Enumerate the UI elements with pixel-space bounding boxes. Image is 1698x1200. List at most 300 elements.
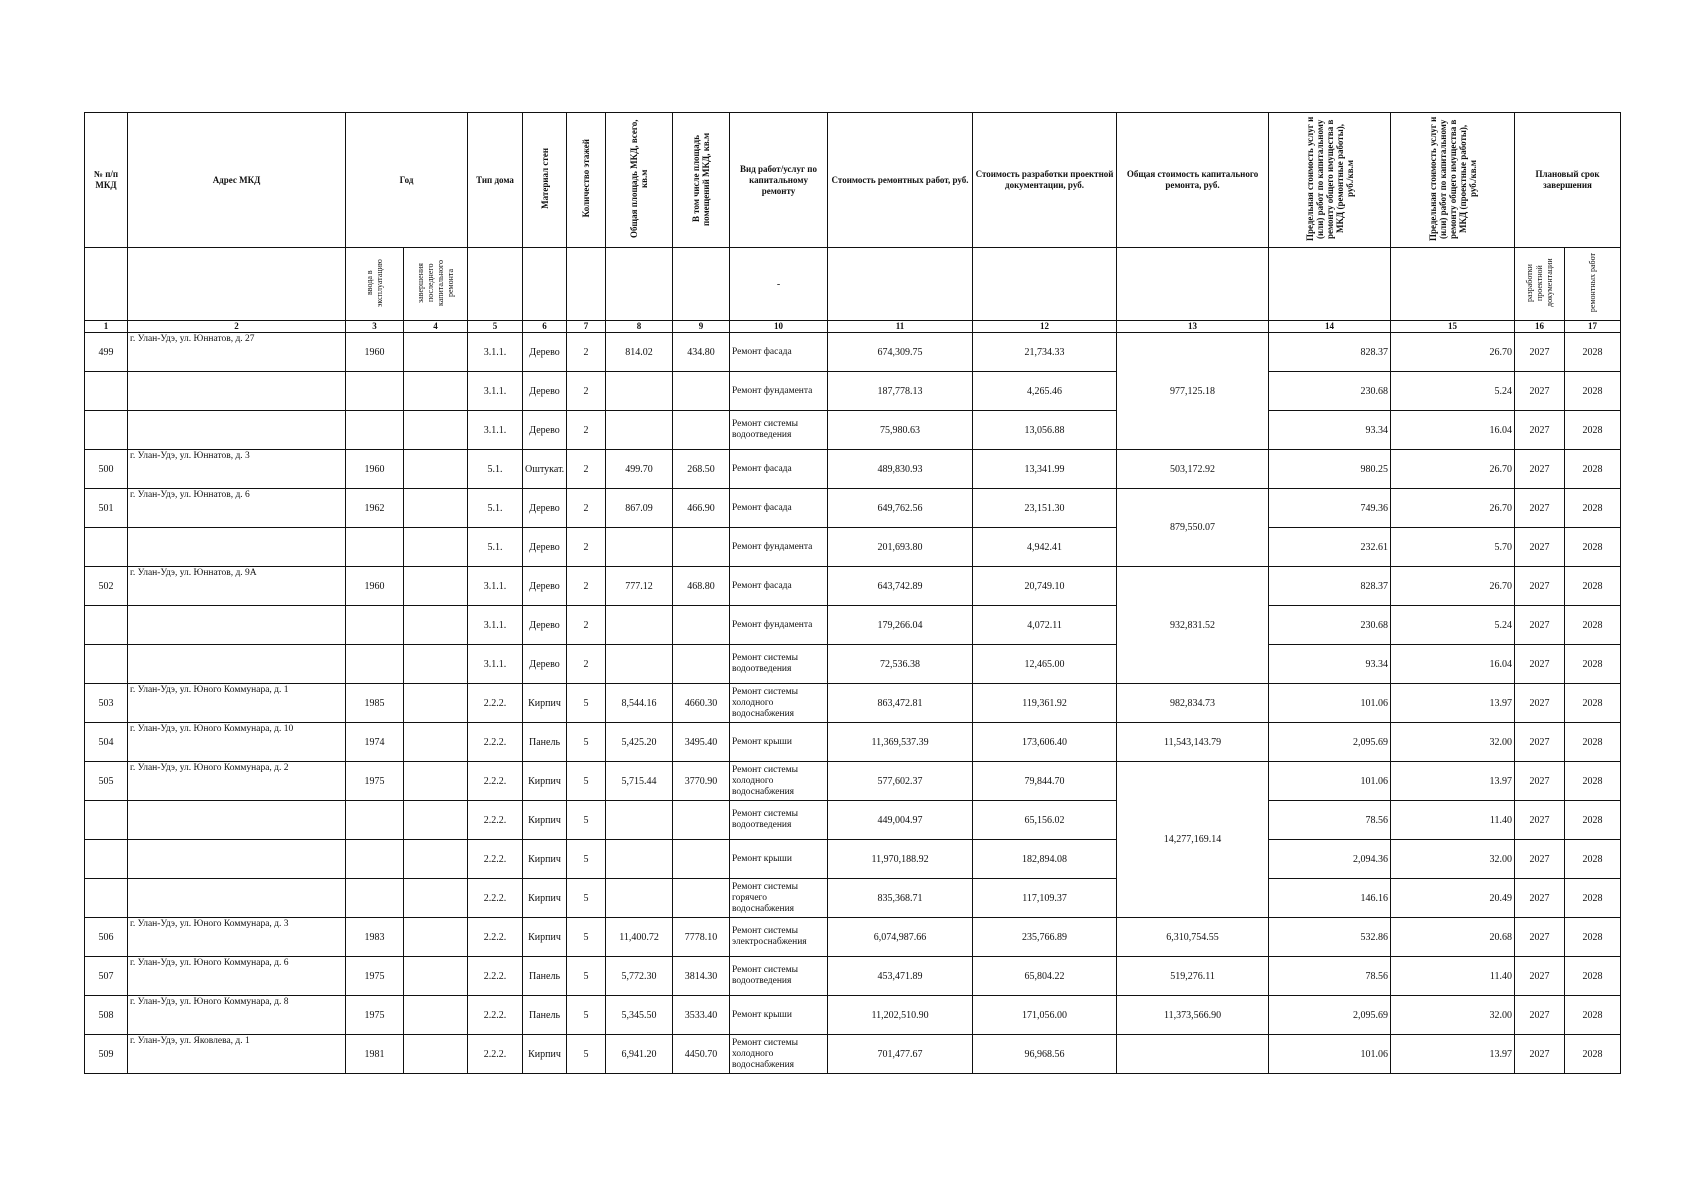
table-row — [85, 606, 1621, 645]
table-row — [85, 957, 1621, 996]
table-row — [85, 411, 1621, 450]
row-design-cost: 171,056.00 — [973, 996, 1117, 1035]
row-premises-area — [673, 411, 730, 450]
row-address — [128, 528, 346, 567]
row-limit-repair: 78.56 — [1269, 801, 1391, 840]
row-total-area: 5,425.20 — [606, 723, 673, 762]
row-deadline-design: 2027 — [1515, 918, 1565, 957]
row-house-type: 2.2.2. — [468, 684, 523, 723]
row-year-last-repair — [404, 489, 468, 528]
subheader-empty — [1117, 248, 1269, 321]
row-premises-area — [673, 372, 730, 411]
row-year-commission: 1981 — [346, 1035, 404, 1074]
header-total-cost: Общая стоимость капитального ремонта, руб. — [1117, 113, 1269, 248]
row-wall-material: Кирпич — [523, 801, 567, 840]
row-year-last-repair — [404, 879, 468, 918]
row-work-type: Ремонт фасада — [730, 450, 828, 489]
row-year-commission: 1962 — [346, 489, 404, 528]
row-year-last-repair — [404, 918, 468, 957]
row-floors: 2 — [567, 489, 606, 528]
row-house-type: 2.2.2. — [468, 879, 523, 918]
row-premises-area — [673, 528, 730, 567]
row-number: 503 — [85, 684, 128, 723]
row-wall-material: Дерево — [523, 333, 567, 372]
row-year-commission: 1985 — [346, 684, 404, 723]
row-work-type: Ремонт фасада — [730, 333, 828, 372]
row-work-type: Ремонт системы горячего водоснабжения — [730, 879, 828, 918]
row-work-type: Ремонт крыши — [730, 723, 828, 762]
row-address — [128, 801, 346, 840]
table-row — [85, 723, 1621, 762]
row-total-area: 777.12 — [606, 567, 673, 606]
row-address: г. Улан-Удэ, ул. Юного Коммунара, д. 6 — [128, 957, 346, 996]
header-address: Адрес МКД — [128, 113, 346, 248]
column-number: 8 — [606, 321, 673, 333]
column-number: 9 — [673, 321, 730, 333]
row-design-cost: 119,361.92 — [973, 684, 1117, 723]
row-premises-area: 3533.40 — [673, 996, 730, 1035]
row-house-type: 3.1.1. — [468, 411, 523, 450]
subheader-empty — [85, 248, 128, 321]
row-deadline-design: 2027 — [1515, 1035, 1565, 1074]
header-wall-material: Материал стен — [523, 113, 567, 248]
row-house-type: 3.1.1. — [468, 567, 523, 606]
row-total-area: 5,345.50 — [606, 996, 673, 1035]
row-year-commission: 1960 — [346, 333, 404, 372]
row-work-type: Ремонт системы холодного водоснабжения — [730, 762, 828, 801]
row-limit-repair: 230.68 — [1269, 606, 1391, 645]
row-limit-design: 26.70 — [1391, 450, 1515, 489]
row-limit-design: 26.70 — [1391, 489, 1515, 528]
row-limit-design: 5.24 — [1391, 372, 1515, 411]
column-number: 14 — [1269, 321, 1391, 333]
row-total-cost: 11,373,566.90 — [1117, 996, 1269, 1035]
table-row — [85, 762, 1621, 801]
column-number: 10 — [730, 321, 828, 333]
row-limit-design: 20.68 — [1391, 918, 1515, 957]
row-limit-design: 32.00 — [1391, 723, 1515, 762]
header-limit-repair: Предельная стоимость услуг и (или) работ по капитальному ремонту общего имущества в МКД (ремонтные работы), руб./кв.м — [1269, 113, 1391, 248]
header-repair-cost: Стоимость ремонтных работ, руб. — [828, 113, 973, 248]
row-repair-cost: 201,693.80 — [828, 528, 973, 567]
row-design-cost: 4,942.41 — [973, 528, 1117, 567]
row-address — [128, 645, 346, 684]
row-wall-material: Кирпич — [523, 879, 567, 918]
row-repair-cost: 179,266.04 — [828, 606, 973, 645]
table-row — [85, 333, 1621, 372]
row-house-type: 2.2.2. — [468, 1035, 523, 1074]
row-total-cost: 879,550.07 — [1117, 489, 1269, 567]
table-row — [85, 450, 1621, 489]
row-total-area — [606, 879, 673, 918]
row-deadline-design: 2027 — [1515, 645, 1565, 684]
row-limit-repair: 828.37 — [1269, 567, 1391, 606]
row-premises-area: 3770.90 — [673, 762, 730, 801]
row-work-type: Ремонт фундамента — [730, 528, 828, 567]
row-limit-repair: 749.36 — [1269, 489, 1391, 528]
row-address — [128, 840, 346, 879]
row-design-cost: 23,151.30 — [973, 489, 1117, 528]
row-repair-cost: 643,742.89 — [828, 567, 973, 606]
row-floors: 2 — [567, 411, 606, 450]
subheader-empty — [973, 248, 1117, 321]
row-design-cost: 173,606.40 — [973, 723, 1117, 762]
row-limit-repair: 980.25 — [1269, 450, 1391, 489]
row-deadline-repair: 2028 — [1565, 333, 1621, 372]
row-repair-cost: 11,970,188.92 — [828, 840, 973, 879]
subheader-year-commission: ввода в эксплуатацию — [346, 248, 404, 321]
row-year-last-repair — [404, 957, 468, 996]
row-repair-cost: 75,980.63 — [828, 411, 973, 450]
column-number: 7 — [567, 321, 606, 333]
row-limit-repair: 232.61 — [1269, 528, 1391, 567]
row-house-type: 5.1. — [468, 528, 523, 567]
row-address — [128, 411, 346, 450]
row-total-area: 6,941.20 — [606, 1035, 673, 1074]
row-total-cost: 6,310,754.55 — [1117, 918, 1269, 957]
row-deadline-repair: 2028 — [1565, 1035, 1621, 1074]
row-repair-cost: 577,602.37 — [828, 762, 973, 801]
row-year-last-repair — [404, 606, 468, 645]
row-premises-area — [673, 606, 730, 645]
row-wall-material: Дерево — [523, 528, 567, 567]
row-limit-repair: 2,095.69 — [1269, 996, 1391, 1035]
row-address: г. Улан-Удэ, ул. Юного Коммунара, д. 8 — [128, 996, 346, 1035]
row-address — [128, 879, 346, 918]
row-number — [85, 606, 128, 645]
column-number: 2 — [128, 321, 346, 333]
table-row — [85, 801, 1621, 840]
row-wall-material: Оштукат. — [523, 450, 567, 489]
row-limit-design: 16.04 — [1391, 645, 1515, 684]
row-premises-area: 7778.10 — [673, 918, 730, 957]
row-premises-area: 466.90 — [673, 489, 730, 528]
column-number: 15 — [1391, 321, 1515, 333]
row-address: г. Улан-Удэ, ул. Юного Коммунара, д. 1 — [128, 684, 346, 723]
row-repair-cost: 863,472.81 — [828, 684, 973, 723]
row-total-area: 11,400.72 — [606, 918, 673, 957]
row-premises-area — [673, 801, 730, 840]
row-work-type: Ремонт системы холодного водоснабжения — [730, 684, 828, 723]
row-house-type: 3.1.1. — [468, 372, 523, 411]
row-deadline-repair: 2028 — [1565, 606, 1621, 645]
row-deadline-repair: 2028 — [1565, 879, 1621, 918]
row-limit-design: 20.49 — [1391, 879, 1515, 918]
row-number: 507 — [85, 957, 128, 996]
row-total-cost: 977,125.18 — [1117, 333, 1269, 450]
row-number — [85, 372, 128, 411]
row-total-cost — [1117, 1035, 1269, 1074]
row-limit-design: 13.97 — [1391, 684, 1515, 723]
row-limit-design: 13.97 — [1391, 762, 1515, 801]
row-wall-material: Дерево — [523, 567, 567, 606]
row-total-area — [606, 840, 673, 879]
subheader-empty — [606, 248, 673, 321]
row-limit-design: 11.40 — [1391, 957, 1515, 996]
row-limit-repair: 101.06 — [1269, 762, 1391, 801]
row-house-type: 2.2.2. — [468, 996, 523, 1035]
row-house-type: 5.1. — [468, 450, 523, 489]
row-limit-design: 32.00 — [1391, 840, 1515, 879]
row-work-type: Ремонт системы водоотведения — [730, 801, 828, 840]
row-deadline-design: 2027 — [1515, 606, 1565, 645]
row-number: 501 — [85, 489, 128, 528]
subheader-empty — [468, 248, 523, 321]
row-year-commission: 1983 — [346, 918, 404, 957]
row-year-last-repair — [404, 372, 468, 411]
row-deadline-design: 2027 — [1515, 372, 1565, 411]
row-total-area: 867.09 — [606, 489, 673, 528]
row-limit-design: 11.40 — [1391, 801, 1515, 840]
header-year: Год — [346, 113, 468, 248]
row-total-cost: 982,834.73 — [1117, 684, 1269, 723]
row-limit-design: 32.00 — [1391, 996, 1515, 1035]
row-deadline-repair: 2028 — [1565, 957, 1621, 996]
row-house-type: 2.2.2. — [468, 918, 523, 957]
row-deadline-repair: 2028 — [1565, 918, 1621, 957]
row-limit-repair: 230.68 — [1269, 372, 1391, 411]
row-year-commission: 1960 — [346, 450, 404, 489]
column-number-row — [85, 321, 1621, 333]
row-design-cost: 96,968.56 — [973, 1035, 1117, 1074]
row-number: 505 — [85, 762, 128, 801]
table-row — [85, 645, 1621, 684]
row-year-commission: 1975 — [346, 762, 404, 801]
row-limit-repair: 2,095.69 — [1269, 723, 1391, 762]
row-repair-cost: 72,536.38 — [828, 645, 973, 684]
row-year-commission — [346, 372, 404, 411]
subheader-empty — [673, 248, 730, 321]
row-design-cost: 20,749.10 — [973, 567, 1117, 606]
row-year-last-repair — [404, 528, 468, 567]
row-deadline-design: 2027 — [1515, 450, 1565, 489]
row-floors: 5 — [567, 918, 606, 957]
row-floors: 5 — [567, 1035, 606, 1074]
row-deadline-repair: 2028 — [1565, 528, 1621, 567]
row-deadline-design: 2027 — [1515, 684, 1565, 723]
row-total-area — [606, 645, 673, 684]
row-repair-cost: 453,471.89 — [828, 957, 973, 996]
row-deadline-design: 2027 — [1515, 528, 1565, 567]
row-premises-area — [673, 645, 730, 684]
row-work-type: Ремонт крыши — [730, 840, 828, 879]
row-floors: 5 — [567, 957, 606, 996]
header-total-area: Общая площадь МКД, всего, кв.м — [606, 113, 673, 248]
row-total-area — [606, 528, 673, 567]
table-row — [85, 1035, 1621, 1074]
subheader-row — [85, 248, 1621, 321]
table-row — [85, 489, 1621, 528]
row-floors: 5 — [567, 684, 606, 723]
row-deadline-repair: 2028 — [1565, 450, 1621, 489]
row-number: 500 — [85, 450, 128, 489]
repair-plan-table — [84, 112, 1621, 1074]
column-number: 5 — [468, 321, 523, 333]
row-limit-repair: 101.06 — [1269, 684, 1391, 723]
row-premises-area: 468.80 — [673, 567, 730, 606]
row-premises-area — [673, 879, 730, 918]
row-house-type: 2.2.2. — [468, 840, 523, 879]
table-row — [85, 918, 1621, 957]
row-work-type: Ремонт системы холодного водоснабжения — [730, 1035, 828, 1074]
row-wall-material: Кирпич — [523, 762, 567, 801]
row-address: г. Улан-Удэ, ул. Яковлева, д. 1 — [128, 1035, 346, 1074]
row-address: г. Улан-Удэ, ул. Юннатов, д. 3 — [128, 450, 346, 489]
subheader-empty — [1269, 248, 1391, 321]
table-row — [85, 372, 1621, 411]
row-repair-cost: 489,830.93 — [828, 450, 973, 489]
row-total-cost: 503,172.92 — [1117, 450, 1269, 489]
row-design-cost: 235,766.89 — [973, 918, 1117, 957]
column-number: 13 — [1117, 321, 1269, 333]
row-number: 499 — [85, 333, 128, 372]
row-floors: 5 — [567, 996, 606, 1035]
row-address — [128, 606, 346, 645]
row-floors: 2 — [567, 333, 606, 372]
row-wall-material: Панель — [523, 957, 567, 996]
row-repair-cost: 11,202,510.90 — [828, 996, 973, 1035]
row-address: г. Улан-Удэ, ул. Юннатов, д. 9А — [128, 567, 346, 606]
subheader-dash: - — [730, 248, 828, 321]
row-design-cost: 182,894.08 — [973, 840, 1117, 879]
row-floors: 2 — [567, 645, 606, 684]
row-number: 508 — [85, 996, 128, 1035]
subheader-empty — [523, 248, 567, 321]
row-premises-area: 268.50 — [673, 450, 730, 489]
row-house-type: 2.2.2. — [468, 723, 523, 762]
row-total-cost: 932,831.52 — [1117, 567, 1269, 684]
row-deadline-repair: 2028 — [1565, 684, 1621, 723]
subheader-deadline-repair: ремонтных работ — [1565, 248, 1621, 321]
row-number — [85, 801, 128, 840]
header-limit-design: Предельная стоимость услуг и (или) работ по капитальному ремонту общего имущества в МКД (проектные работы), руб./кв.м — [1391, 113, 1515, 248]
table-body — [85, 333, 1621, 1074]
row-wall-material: Панель — [523, 723, 567, 762]
row-limit-design: 26.70 — [1391, 333, 1515, 372]
row-number: 506 — [85, 918, 128, 957]
row-total-area: 499.70 — [606, 450, 673, 489]
row-year-commission — [346, 528, 404, 567]
row-wall-material: Дерево — [523, 645, 567, 684]
row-year-commission — [346, 801, 404, 840]
row-design-cost: 21,734.33 — [973, 333, 1117, 372]
row-limit-design: 13.97 — [1391, 1035, 1515, 1074]
column-number: 11 — [828, 321, 973, 333]
row-floors: 5 — [567, 840, 606, 879]
row-work-type: Ремонт крыши — [730, 996, 828, 1035]
row-deadline-design: 2027 — [1515, 723, 1565, 762]
row-year-last-repair — [404, 411, 468, 450]
row-deadline-design: 2027 — [1515, 879, 1565, 918]
row-house-type: 5.1. — [468, 489, 523, 528]
row-wall-material: Дерево — [523, 489, 567, 528]
row-deadline-repair: 2028 — [1565, 762, 1621, 801]
row-number — [85, 528, 128, 567]
row-deadline-design: 2027 — [1515, 957, 1565, 996]
row-house-type: 2.2.2. — [468, 801, 523, 840]
row-work-type: Ремонт системы водоотведения — [730, 411, 828, 450]
row-work-type: Ремонт фасада — [730, 567, 828, 606]
subheader-deadline-design: разработки проектной документации — [1515, 248, 1565, 321]
row-limit-repair: 78.56 — [1269, 957, 1391, 996]
row-work-type: Ремонт системы водоотведения — [730, 645, 828, 684]
table-row — [85, 996, 1621, 1035]
row-design-cost: 4,072.11 — [973, 606, 1117, 645]
row-premises-area: 3495.40 — [673, 723, 730, 762]
column-number: 3 — [346, 321, 404, 333]
row-limit-design: 5.70 — [1391, 528, 1515, 567]
row-total-area: 5,772.30 — [606, 957, 673, 996]
row-total-area — [606, 372, 673, 411]
row-design-cost: 79,844.70 — [973, 762, 1117, 801]
row-year-last-repair — [404, 450, 468, 489]
header-num: № п/п МКД — [85, 113, 128, 248]
row-repair-cost: 835,368.71 — [828, 879, 973, 918]
row-total-area — [606, 801, 673, 840]
row-work-type: Ремонт фундамента — [730, 606, 828, 645]
row-repair-cost: 701,477.67 — [828, 1035, 973, 1074]
row-house-type: 2.2.2. — [468, 957, 523, 996]
row-address: г. Улан-Удэ, ул. Юннатов, д. 6 — [128, 489, 346, 528]
row-work-type: Ремонт системы электроснабжения — [730, 918, 828, 957]
subheader-empty — [828, 248, 973, 321]
column-number: 12 — [973, 321, 1117, 333]
row-year-last-repair — [404, 723, 468, 762]
row-floors: 2 — [567, 450, 606, 489]
row-work-type: Ремонт системы водоотведения — [730, 957, 828, 996]
row-design-cost: 12,465.00 — [973, 645, 1117, 684]
row-year-commission — [346, 645, 404, 684]
row-address: г. Улан-Удэ, ул. Юннатов, д. 27 — [128, 333, 346, 372]
row-year-last-repair — [404, 1035, 468, 1074]
repair-plan-sheet — [84, 112, 1620, 1074]
row-house-type: 3.1.1. — [468, 333, 523, 372]
column-number: 1 — [85, 321, 128, 333]
row-design-cost: 65,804.22 — [973, 957, 1117, 996]
row-floors: 5 — [567, 723, 606, 762]
row-deadline-design: 2027 — [1515, 801, 1565, 840]
header-work-type: Вид работ/услуг по капитальному ремонту — [730, 113, 828, 248]
row-number: 502 — [85, 567, 128, 606]
subheader-year-last-repair: завершения последнего капитального ремонта — [404, 248, 468, 321]
subheader-empty — [128, 248, 346, 321]
row-year-last-repair — [404, 840, 468, 879]
row-year-last-repair — [404, 333, 468, 372]
subheader-empty — [567, 248, 606, 321]
row-house-type: 2.2.2. — [468, 762, 523, 801]
row-floors: 5 — [567, 762, 606, 801]
header-deadline: Плановый срок завершения — [1515, 113, 1621, 248]
row-total-area: 8,544.16 — [606, 684, 673, 723]
table-row — [85, 684, 1621, 723]
row-deadline-repair: 2028 — [1565, 723, 1621, 762]
row-total-area — [606, 606, 673, 645]
row-address: г. Улан-Удэ, ул. Юного Коммунара, д. 3 — [128, 918, 346, 957]
row-design-cost: 13,056.88 — [973, 411, 1117, 450]
row-total-cost: 14,277,169.14 — [1117, 762, 1269, 918]
row-deadline-repair: 2028 — [1565, 411, 1621, 450]
row-number: 504 — [85, 723, 128, 762]
row-deadline-design: 2027 — [1515, 840, 1565, 879]
row-limit-repair: 146.16 — [1269, 879, 1391, 918]
row-limit-repair: 828.37 — [1269, 333, 1391, 372]
row-wall-material: Кирпич — [523, 840, 567, 879]
row-year-last-repair — [404, 567, 468, 606]
row-deadline-repair: 2028 — [1565, 840, 1621, 879]
row-address: г. Улан-Удэ, ул. Юного Коммунара, д. 2 — [128, 762, 346, 801]
row-floors: 2 — [567, 528, 606, 567]
subheader-empty — [1391, 248, 1515, 321]
